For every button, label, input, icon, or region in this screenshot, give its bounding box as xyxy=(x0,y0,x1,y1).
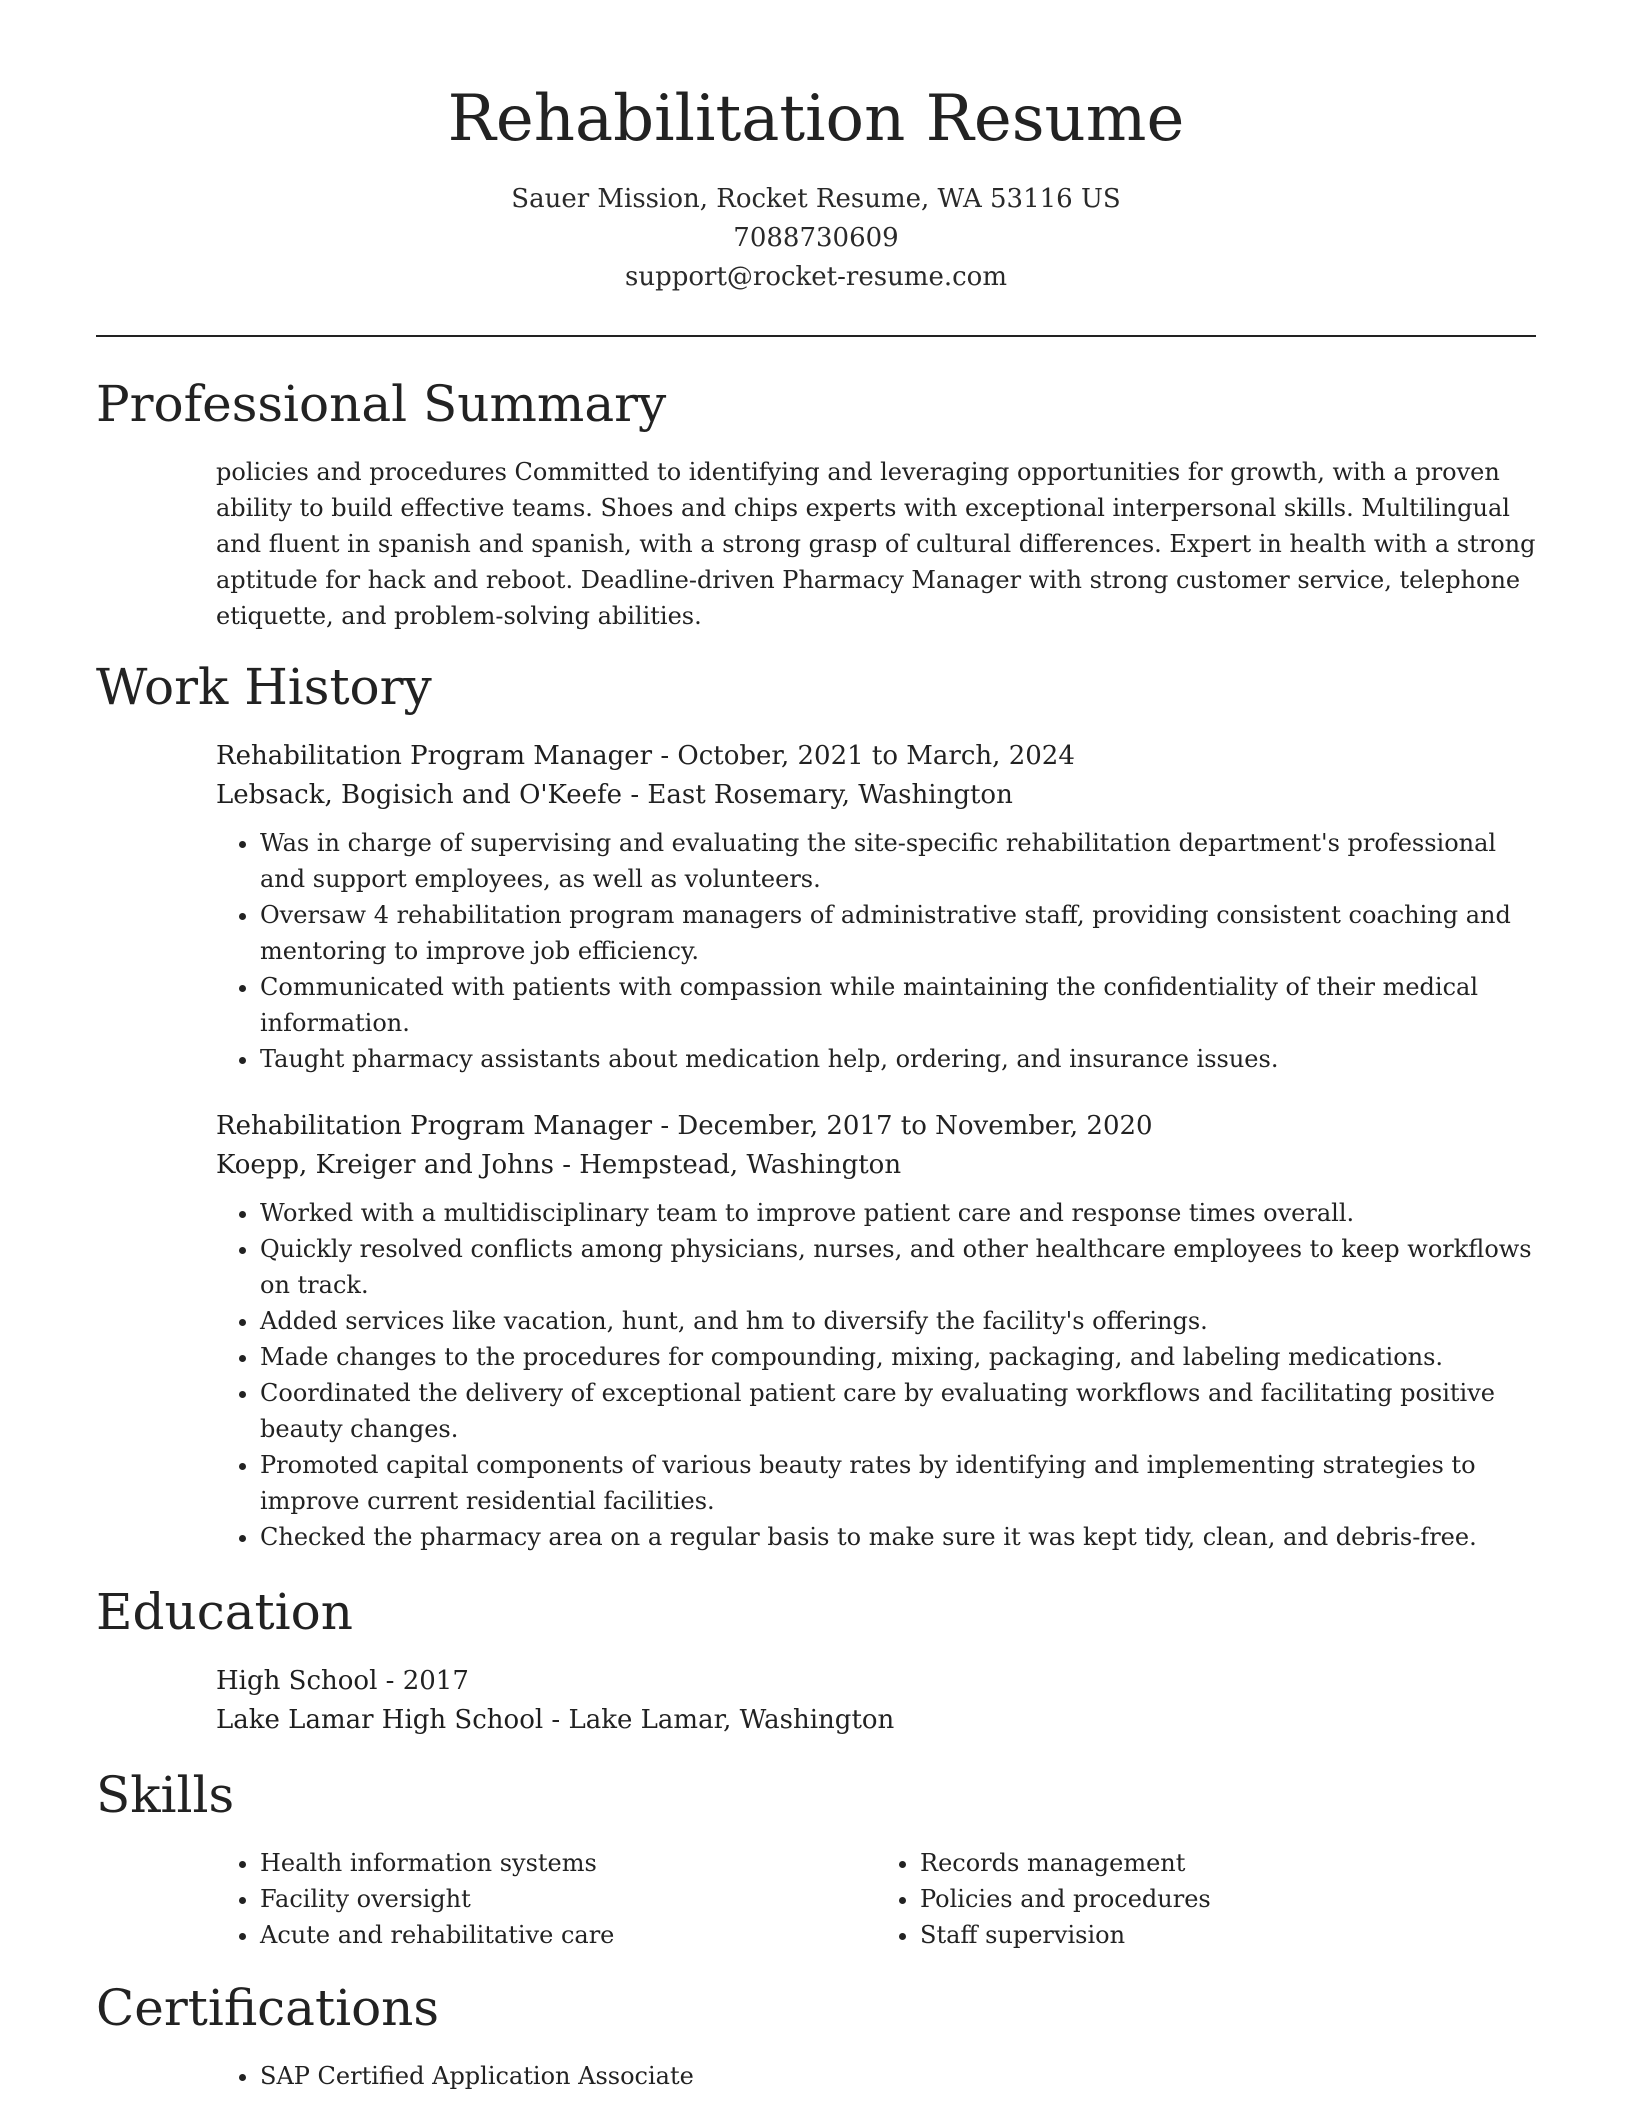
list-item: • Acute and rehabilitative care xyxy=(260,1917,876,1953)
skills-section xyxy=(96,1768,1536,1953)
header-divider xyxy=(96,335,1536,337)
job-entry xyxy=(216,737,1536,1077)
skills-column-right xyxy=(876,1845,1536,1953)
list-item: • Health information systems xyxy=(260,1845,876,1881)
email: support@rocket-resume.com xyxy=(624,262,1007,293)
list-item: • Taught pharmacy assistants about medication help, ordering, and insurance issues. xyxy=(260,1041,1536,1077)
list-item: • Oversaw 4 rehabilitation program managers of administrative staff, providing consistent coaching and mentoring to improve job efficiency. xyxy=(260,897,1536,969)
education-heading: Education xyxy=(96,1583,353,1642)
summary-heading: Professional Summary xyxy=(96,375,667,434)
job-bullets xyxy=(216,1195,1536,1555)
job-entry xyxy=(216,1107,1536,1555)
list-item: • Communicated with patients with compassion while maintaining the confidentiality of their medical information. xyxy=(260,969,1536,1041)
summary-section xyxy=(96,377,1536,634)
work-history-heading: Work History xyxy=(96,658,432,717)
job-bullets xyxy=(216,825,1536,1077)
phone: 7088730609 xyxy=(733,223,899,254)
summary-text: policies and procedures Committed to identifying and leveraging opportunities for growth, with a proven ability to build effective teams. Shoes and chips experts with exceptional interpersonal skills. Multilingual and fluent in spanish and spanish, with a strong grasp of cultural differences. Expert in health with a strong aptitude for hack and reboot. Deadline-driven Pharmacy Manager with strong customer service, telephone etiquette, and problem-solving abilities. xyxy=(216,458,1536,631)
education-section xyxy=(96,1585,1536,1740)
list-item: • Records management xyxy=(920,1845,1536,1881)
education-degree: High School xyxy=(216,1666,378,1697)
certifications-list xyxy=(216,2058,1536,2094)
list-item: • Facility oversight xyxy=(260,1881,876,1917)
list-item: • Policies and procedures xyxy=(920,1881,1536,1917)
address: Sauer Mission, Rocket Resume, WA 53116 US xyxy=(511,184,1121,215)
job-dates: - October, 2021 to March, 2024 xyxy=(652,741,1075,772)
job-dates: - December, 2017 to November, 2020 xyxy=(652,1111,1153,1142)
resume-header xyxy=(96,0,1536,297)
list-item: • Was in charge of supervising and evaluating the site-specific rehabilitation department's professional and support employees, as well as volunteers. xyxy=(260,825,1536,897)
certifications-section xyxy=(96,1981,1536,2094)
job-company: Koepp, Kreiger and Johns xyxy=(216,1150,554,1181)
list-item: • Quickly resolved conflicts among physicians, nurses, and other healthcare employees to keep workflows on track. xyxy=(260,1231,1536,1303)
education-school: Lake Lamar High School xyxy=(216,1705,544,1736)
skills-grid xyxy=(216,1845,1536,1953)
list-item: • SAP Certified Application Associate xyxy=(260,2058,1536,2094)
list-item: • Coordinated the delivery of exceptional patient care by evaluating workflows and facilitating positive beauty changes. xyxy=(260,1375,1536,1447)
job-position: Rehabilitation Program Manager xyxy=(216,741,653,772)
job-location: - Hempstead, Washington xyxy=(553,1150,902,1181)
list-item: • Checked the pharmacy area on a regular basis to make sure it was kept tidy, clean, and debris-free. xyxy=(260,1519,1536,1555)
job-company-line xyxy=(216,1146,1536,1185)
resume-title: Rehabilitation Resume xyxy=(447,82,1185,156)
skills-column-left xyxy=(216,1845,876,1953)
job-company-line xyxy=(216,776,1536,815)
list-item: • Promoted capital components of various beauty rates by identifying and implementing strategies to improve current residential facilities. xyxy=(260,1447,1536,1519)
list-item: • Worked with a multidisciplinary team to improve patient care and response times overall. xyxy=(260,1195,1536,1231)
job-location: - East Rosemary, Washington xyxy=(622,780,1013,811)
job-title-line xyxy=(216,1107,1536,1146)
education-location: - Lake Lamar, Washington xyxy=(543,1705,895,1736)
education-degree-line xyxy=(216,1662,1536,1701)
education-school-line xyxy=(216,1701,1536,1740)
list-item: • Made changes to the procedures for compounding, mixing, packaging, and labeling medications. xyxy=(260,1339,1536,1375)
work-history-section xyxy=(96,660,1536,1555)
list-item: • Staff supervision xyxy=(920,1917,1536,1953)
list-item: • Added services like vacation, hunt, and hm to diversify the facility's offerings. xyxy=(260,1303,1536,1339)
job-position: Rehabilitation Program Manager xyxy=(216,1111,653,1142)
job-company: Lebsack, Bogisich and O'Keefe xyxy=(216,780,623,811)
education-year: - 2017 xyxy=(377,1666,469,1697)
certifications-heading: Certifications xyxy=(96,1979,440,2038)
job-title-line xyxy=(216,737,1536,776)
skills-heading: Skills xyxy=(96,1766,235,1825)
